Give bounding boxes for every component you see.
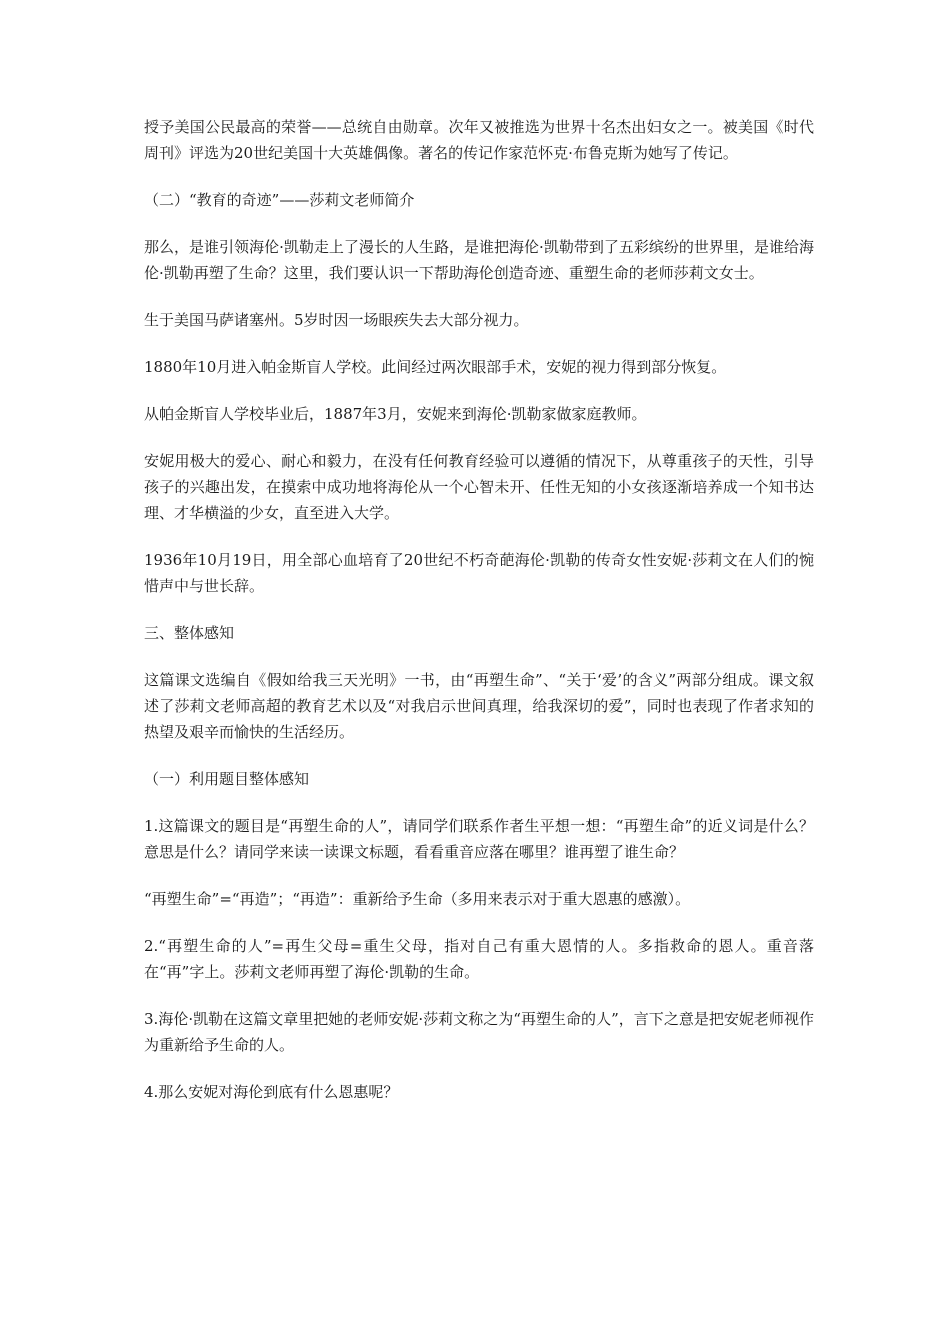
- heading-overall-perception: 三、整体感知: [144, 624, 235, 642]
- subheading-title-perception: （一）利用题目整体感知: [144, 770, 310, 788]
- paragraph-point-4: 4.那么安妮对海伦到底有什么恩惠呢？: [144, 1083, 399, 1101]
- subheading-teacher-intro: （二）“教育的奇迹”——莎莉文老师简介: [144, 191, 415, 209]
- paragraph-text-source: 这篇课文选编自《假如给我三天光明》一书，由“再塑生命”、“关于‘爱’的含义”两部分组成。课文叙述了莎莉文老师高超的教育艺术以及“对我启示世间真理，给我深切的爱”，同时也表现了作者求知的热望及艰辛而愉快的生活经历。: [144, 671, 814, 741]
- paragraph-honors: 授予美国公民最高的荣誉——总统自由勋章。次年又被推选为世界十名杰出妇女之一。被美国《时代周刊》评选为20世纪美国十大英雄偶像。著名的传记作家范怀克·布鲁克斯为她写了传记。: [144, 118, 814, 162]
- paragraph-teaching: 安妮用极大的爱心、耐心和毅力，在没有任何教育经验可以遵循的情况下，从尊重孩子的天性，引导孩子的兴趣出发，在摸索中成功地将海伦从一个心智未开、任性无知的小女孩逐渐培养成一个知书达理、才华横溢的少女，直至进入大学。: [144, 452, 814, 522]
- paragraph-question-1: 1.这篇课文的题目是“再塑生命的人”，请同学们联系作者生平想一想：“再塑生命”的近义词是什么？意思是什么？请同学来读一读课文标题，看看重音应落在哪里？谁再塑了谁生命？: [144, 817, 814, 861]
- paragraph-tutor-1887: 从帕金斯盲人学校毕业后，1887年3月，安妮来到海伦·凯勒家做家庭教师。: [144, 405, 647, 423]
- paragraph-point-2: 2.“再塑生命的人”=再生父母=重生父母，指对自己有重大恩情的人。多指救命的恩人。重音落在“再”字上。莎莉文老师再塑了海伦·凯勒的生命。: [144, 937, 814, 981]
- paragraph-definition: “再塑生命”=“再造”；“再造”：重新给予生命（多用来表示对于重大恩惠的感激）。: [144, 890, 691, 908]
- paragraph-who-guided: 那么，是谁引领海伦·凯勒走上了漫长的人生路，是谁把海伦·凯勒带到了五彩缤纷的世界里，是谁给海伦·凯勒再塑了生命？这里，我们要认识一下帮助海伦创造奇迹、重塑生命的老师莎莉文女士。: [144, 238, 814, 282]
- paragraph-birth: 生于美国马萨诸塞州。5岁时因一场眼疾失去大部分视力。: [144, 311, 529, 329]
- paragraph-school-1880: 1880年10月进入帕金斯盲人学校。此间经过两次眼部手术，安妮的视力得到部分恢复。: [144, 358, 727, 376]
- paragraph-point-3: 3.海伦·凯勒在这篇文章里把她的老师安妮·莎莉文称之为“再塑生命的人”，言下之意是把安妮老师视作为重新给予生命的人。: [144, 1010, 814, 1054]
- paragraph-death-1936: 1936年10月19日，用全部心血培育了20世纪不朽奇葩海伦·凯勒的传奇女性安妮·莎莉文在人们的惋惜声中与世长辞。: [144, 551, 814, 595]
- document-body: [144, 114, 814, 1126]
